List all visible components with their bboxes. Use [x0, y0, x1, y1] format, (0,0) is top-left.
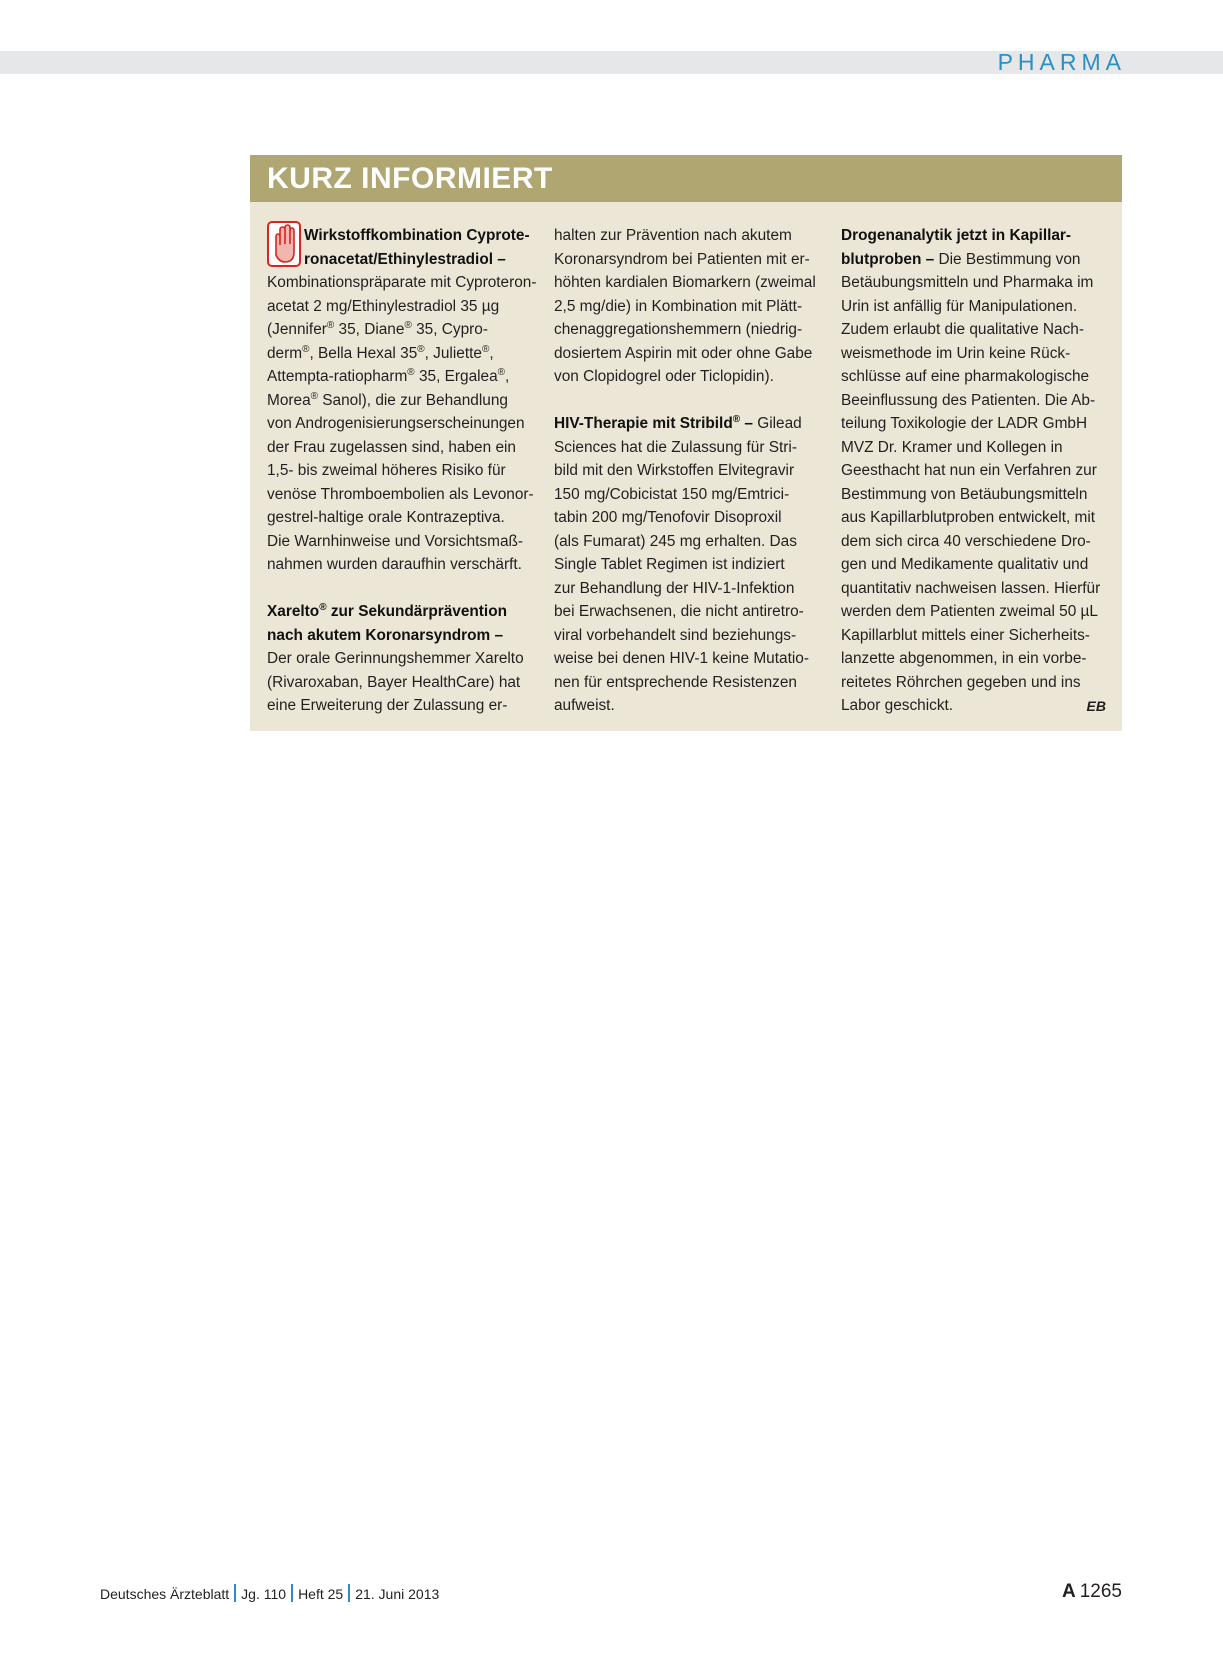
paragraph-gap — [267, 577, 529, 601]
text-line: halten zur Prävention nach akutem — [554, 227, 792, 244]
text-line: Die Warnhinweise und Vorsichtsmaß- — [267, 532, 524, 550]
text-line: nen für entsprechende Resistenzen — [554, 673, 797, 691]
column-1 — [267, 224, 537, 718]
text-line: Labor geschickt. — [841, 697, 954, 714]
text-line: zur Behandlung der HIV-1-Infektion — [554, 579, 795, 597]
text-line: gen und Medikamente qualitativ und — [841, 556, 1089, 573]
journal-issue: Heft 25 — [298, 1586, 344, 1602]
text-line: chenaggregationshemmern (niedrig- — [554, 321, 803, 338]
text-line: von Androgenisierungserscheinungen — [267, 415, 525, 432]
text-line: eine Erweiterung der Zulassung er- — [267, 697, 508, 714]
text-line: 150 mg/Cobicistat 150 mg/Emtrici- — [554, 485, 790, 503]
footer-separator — [234, 1584, 236, 1602]
text-line: werden dem Patienten zweimal 50 µL — [841, 603, 1098, 620]
text-line: Zudem erlaubt die qualitative Nach- — [841, 321, 1084, 338]
text-line: weise bei denen HIV-1 keine Mutatio- — [554, 650, 809, 667]
text-line: schlüsse auf eine pharmakologische — [841, 368, 1090, 385]
text-line: MVZ Dr. Kramer und Kollegen in — [841, 438, 1063, 456]
text-line: aufweist. — [554, 697, 615, 714]
text-line: (als Fumarat) 245 mg erhalten. Das — [554, 532, 797, 550]
page-prefix: A — [1061, 1581, 1076, 1602]
text-line: weismethode im Urin keine Rück- — [841, 344, 1071, 362]
text-line: nahmen wurden daraufhin verschärft. — [267, 556, 522, 573]
article-heading: blutproben – Die Bestimmung von — [841, 250, 1081, 268]
text-line: bei Erwachsenen, die nicht antiretro- — [554, 603, 804, 620]
text-line: (Jennifer® 35, Diane® 35, Cypro- — [267, 320, 488, 338]
text-line: Koronarsyndrom bei Patienten mit er- — [554, 250, 810, 268]
text-line: 1,5- bis zweimal höheres Risiko für — [267, 462, 506, 479]
article-heading: Drogenanalytik jetzt in Kapillar- — [841, 227, 1072, 244]
page-number — [1062, 1580, 1122, 1604]
text-line: quantitativ nachweisen lassen. Hierfür — [841, 579, 1101, 597]
text-line: Single Tablet Regimen ist indiziert — [554, 556, 785, 573]
article-heading: HIV-Therapie mit Stribild® – Gilead — [554, 414, 802, 432]
info-box — [250, 155, 1122, 731]
text-line: derm®, Bella Hexal 35®, Juliette®, — [267, 343, 494, 362]
text-line: viral vorbehandelt sind beziehungs- — [554, 626, 797, 644]
text-line: Der orale Gerinnungshemmer Xarelto — [267, 650, 524, 667]
text-line: Kapillarblut mittels einer Sicherheits- — [841, 626, 1090, 644]
text-line: Urin ist anfällig für Manipulationen. — [841, 297, 1078, 315]
text-line: Morea® Sanol), die zur Behandlung — [267, 390, 508, 409]
footer-separator — [348, 1584, 350, 1602]
text-line: teilung Toxikologie der LADR GmbH — [841, 415, 1088, 432]
text-line: tabin 200 mg/Tenofovir Disoproxil — [554, 509, 782, 526]
box-title: KURZ INFORMIERT — [267, 162, 553, 195]
section-label: PHARMA — [997, 49, 1126, 75]
text-line: Kombinationspräparate mit Cyproteron- — [267, 274, 537, 291]
article-heading: Wirkstoffkombination Cyprote- — [304, 227, 530, 244]
box-header — [250, 155, 1122, 202]
text-line: bild mit den Wirkstoffen Elvitegravir — [554, 462, 795, 479]
journal-volume: Jg. 110 — [241, 1586, 287, 1602]
text-line: der Frau zugelassen sind, haben ein — [267, 438, 516, 456]
text-line: 2,5 mg/die) in Kombination mit Plätt- — [554, 297, 803, 315]
text-line: gestrel-haltige orale Kontrazeptiva. — [267, 509, 505, 526]
column-2 — [554, 224, 816, 718]
text-line: reitetes Röhrchen gegeben und ins — [841, 673, 1081, 691]
article-heading: ronacetat/Ethinylestradiol – — [304, 250, 506, 268]
page-number-value: 1265 — [1079, 1581, 1122, 1602]
footer-citation — [100, 1584, 439, 1604]
author-initials: EB — [1086, 698, 1106, 714]
text-line: dosiertem Aspirin mit oder ohne Gabe — [554, 344, 813, 362]
text-line: aus Kapillarblutproben entwickelt, mit — [841, 509, 1096, 526]
text-line: Bestimmung von Betäubungsmitteln — [841, 485, 1088, 503]
footer-separator — [291, 1584, 293, 1602]
text-line: acetat 2 mg/Ethinylestradiol 35 µg — [267, 297, 500, 315]
text-line: Sciences hat die Zulassung für Stri- — [554, 438, 797, 456]
article-heading: nach akutem Koronarsyndrom – — [267, 626, 504, 644]
paragraph-gap — [554, 389, 816, 413]
text-line: Betäubungsmitteln und Pharmaka im — [841, 274, 1094, 291]
text-line: (Rivaroxaban, Bayer HealthCare) hat — [267, 673, 521, 691]
journal-name: Deutsches Ärzteblatt — [100, 1586, 230, 1602]
text-line: Geesthacht hat nun ein Verfahren zur — [841, 462, 1097, 479]
text-line: dem sich circa 40 verschiedene Dro- — [841, 532, 1091, 550]
text-line: Attempta-ratiopharm® 35, Ergalea®, — [267, 367, 510, 385]
text-line: venöse Thromboembolien als Levonor- — [267, 485, 534, 503]
text-line: von Clopidogrel oder Ticlopidin). — [554, 368, 774, 385]
text-line: lanzette abgenommen, in ein vorbe- — [841, 650, 1087, 667]
text-line: höhten kardialen Biomarkern (zweimal — [554, 274, 816, 291]
column-3 — [841, 224, 1103, 718]
journal-date: 21. Juni 2013 — [355, 1586, 440, 1602]
article-heading: Xarelto® zur Sekundärprävention — [267, 602, 508, 620]
text-line: Beeinflussung des Patienten. Die Ab- — [841, 391, 1096, 409]
